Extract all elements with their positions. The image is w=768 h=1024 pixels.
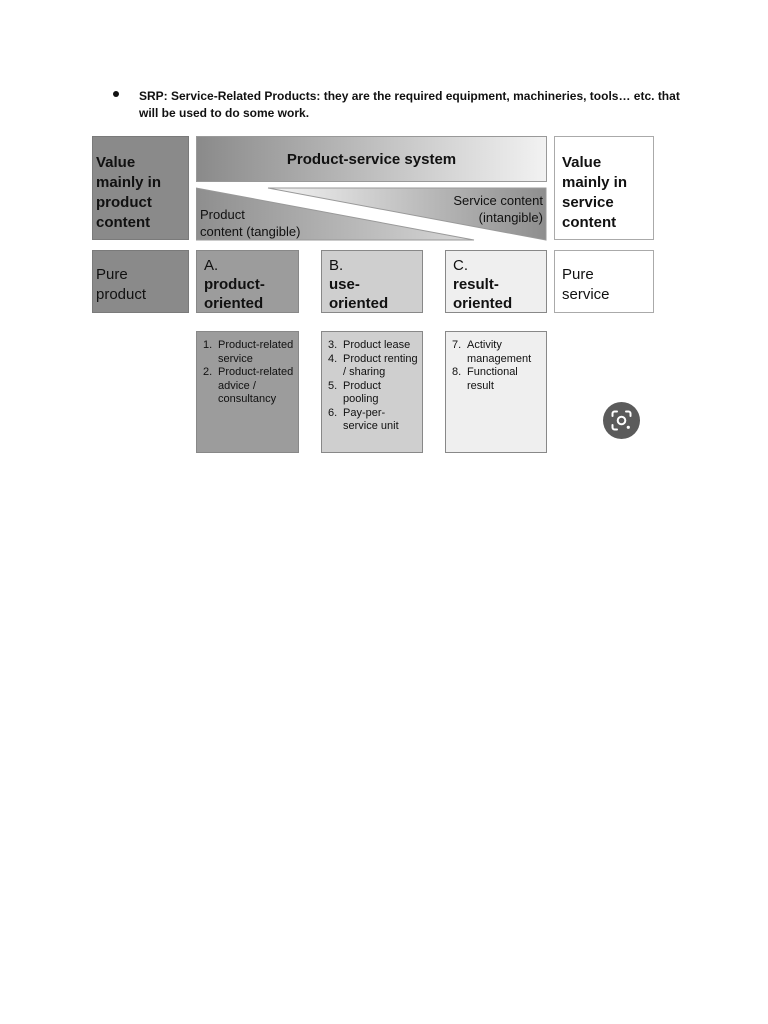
category-b-box [321, 250, 423, 313]
value-product-line-2: mainly in [96, 174, 162, 191]
service-content-line-2: (intangible) [478, 210, 543, 225]
list-item-number: 6. [328, 406, 338, 419]
value-service-box [554, 136, 654, 240]
product-content-line-1: Product [200, 207, 245, 222]
pure-service-box [554, 250, 654, 313]
category-c-name-1: result- [453, 276, 499, 293]
list-item [203, 366, 294, 407]
service-content-line-1: Service content [453, 193, 543, 208]
list-item-text: Product-related service [218, 339, 294, 365]
product-content-line-2: content (tangible) [200, 224, 301, 239]
bullet-line-2: will be used to do some work. [139, 106, 310, 120]
service-content-label [453, 192, 543, 226]
category-c-letter: C. [453, 257, 468, 274]
pss-header: Product-service system [196, 136, 547, 182]
value-service-line-1: Value [562, 154, 602, 171]
category-a-list [196, 331, 299, 453]
bullet-text [139, 88, 699, 122]
list-item [452, 339, 542, 366]
value-service-line-4: content [562, 214, 617, 231]
category-a-name-2: oriented [204, 295, 264, 312]
category-b-letter: B. [329, 257, 344, 274]
list-item-number: 4. [328, 352, 338, 365]
bullet-line-1: SRP: Service-Related Products: they are the required equipment, machineries, tools… etc. that [139, 89, 680, 103]
category-b-name-1: use- [329, 276, 360, 293]
lens-search-button[interactable] [603, 402, 640, 439]
value-product-line-4: content [96, 214, 151, 231]
pure-service-line-1: Pure [562, 266, 594, 283]
list-item-number: 8. [452, 366, 462, 378]
list-item [328, 380, 418, 407]
category-a-name-1: product- [204, 276, 265, 293]
list-item-text: Functional result [467, 366, 518, 392]
category-a-box [196, 250, 299, 313]
pure-product-box [92, 250, 189, 313]
list-item-number: 5. [328, 379, 338, 392]
bullet-dot [113, 91, 119, 97]
category-b-list [321, 331, 423, 453]
category-c-box [445, 250, 547, 313]
list-item-text: Activity management [467, 339, 532, 365]
list-item-number: 2. [203, 366, 213, 378]
pure-product-line-1: Pure [96, 266, 128, 283]
list-item-number: 3. [328, 339, 338, 351]
category-c-name-2: oriented [453, 295, 513, 312]
list-item [203, 339, 294, 366]
category-b-name-2: oriented [329, 295, 389, 312]
value-product-box [92, 136, 189, 240]
pure-product-line-2: product [96, 286, 147, 303]
list-item [452, 366, 542, 393]
list-item-number: 7. [452, 339, 462, 351]
list-item-text: Product pooling [343, 379, 381, 405]
value-product-line-1: Value [96, 154, 136, 171]
value-service-line-2: mainly in [562, 174, 628, 191]
pss-figure [92, 136, 654, 456]
value-product-line-3: product [96, 194, 152, 211]
list-item-number: 1. [203, 339, 213, 351]
value-service-line-3: service [562, 194, 614, 211]
list-item-text: Pay-per-service unit [343, 406, 399, 432]
list-item [328, 353, 418, 380]
list-item [328, 407, 418, 434]
category-c-list [445, 331, 547, 453]
content-triangles [196, 186, 547, 241]
list-item-text: Product-related advice / consultancy [218, 366, 294, 405]
list-item-text: Product lease [343, 339, 411, 351]
lens-search-icon [611, 410, 632, 431]
list-item [328, 339, 418, 353]
pure-service-line-2: service [562, 286, 610, 303]
product-content-label [200, 206, 300, 240]
category-a-letter: A. [204, 257, 219, 274]
list-item-text: Product renting / sharing [343, 352, 418, 378]
